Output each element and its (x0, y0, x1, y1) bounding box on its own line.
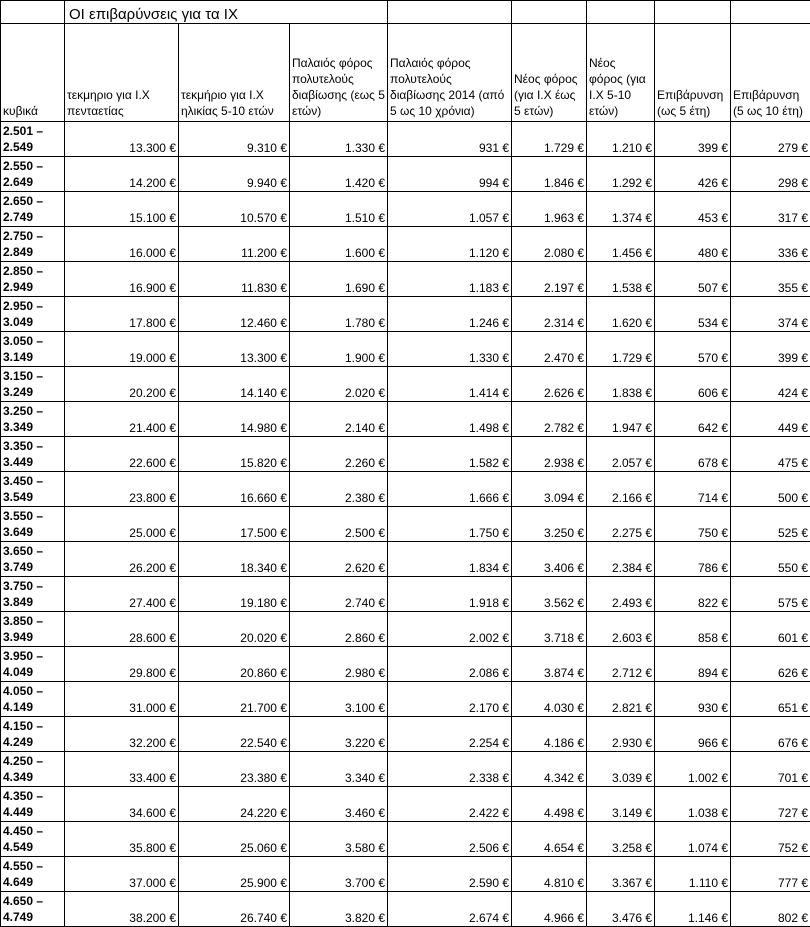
presumption-5y-cell: 20.200 € (65, 367, 179, 402)
new-tax-5y-cell: 1.963 € (512, 192, 587, 227)
presumption-5-10y-cell: 11.830 € (179, 262, 290, 297)
presumption-5y-cell: 19.000 € (65, 332, 179, 367)
burden-5y-cell: 678 € (655, 437, 731, 472)
burden-5-10y-cell: 424 € (731, 367, 810, 402)
new-tax-5-10y-cell: 1.838 € (587, 367, 655, 402)
presumption-5y-cell: 27.400 € (65, 577, 179, 612)
new-tax-5-10y-cell: 1.210 € (587, 122, 655, 157)
burden-5-10y-cell: 727 € (731, 787, 810, 822)
old-tax-5y-cell: 3.820 € (290, 892, 388, 927)
presumption-5-10y-cell: 14.980 € (179, 402, 290, 437)
presumption-5y-cell: 34.600 € (65, 787, 179, 822)
presumption-5-10y-cell: 9.940 € (179, 157, 290, 192)
new-tax-5-10y-cell: 2.493 € (587, 577, 655, 612)
presumption-5y-cell: 29.800 € (65, 647, 179, 682)
cubic-capacity-cell: 4.650 – 4.749 (1, 892, 65, 927)
old-tax-2014-cell: 2.590 € (388, 857, 512, 892)
old-tax-2014-cell: 2.422 € (388, 787, 512, 822)
new-tax-5-10y-cell: 2.275 € (587, 507, 655, 542)
table-row (1, 122, 810, 157)
new-tax-5y-cell: 2.197 € (512, 262, 587, 297)
new-tax-5y-cell: 2.938 € (512, 437, 587, 472)
old-tax-5y-cell: 3.580 € (290, 822, 388, 857)
old-tax-2014-cell: 1.057 € (388, 192, 512, 227)
cubic-capacity-cell: 2.850 – 2.949 (1, 262, 65, 297)
presumption-5-10y-cell: 16.660 € (179, 472, 290, 507)
old-tax-2014-cell: 1.246 € (388, 297, 512, 332)
table-row (1, 752, 810, 787)
burden-5-10y-cell: 298 € (731, 157, 810, 192)
cubic-capacity-cell: 3.850 – 3.949 (1, 612, 65, 647)
cubic-capacity-cell: 2.501 – 2.549 (1, 122, 65, 157)
new-tax-5-10y-cell: 2.057 € (587, 437, 655, 472)
presumption-5-10y-cell: 17.500 € (179, 507, 290, 542)
burden-5-10y-cell: 317 € (731, 192, 810, 227)
presumption-5y-cell: 37.000 € (65, 857, 179, 892)
burden-5y-cell: 399 € (655, 122, 731, 157)
new-tax-5-10y-cell: 3.149 € (587, 787, 655, 822)
old-tax-2014-cell: 2.506 € (388, 822, 512, 857)
header-old-luxury-tax-2014: Παλαιός φόρος πολυτελούς διαβίωσης 2014 (από 5 ως 10 χρόνια) (388, 24, 512, 122)
presumption-5-10y-cell: 23.380 € (179, 752, 290, 787)
old-tax-5y-cell: 3.700 € (290, 857, 388, 892)
new-tax-5-10y-cell: 2.930 € (587, 717, 655, 752)
cubic-capacity-cell: 3.150 – 3.249 (1, 367, 65, 402)
cubic-capacity-cell: 3.650 – 3.749 (1, 542, 65, 577)
empty-cell (731, 1, 810, 24)
presumption-5-10y-cell: 25.900 € (179, 857, 290, 892)
new-tax-5y-cell: 2.080 € (512, 227, 587, 262)
header-burden-5-10y: Επιβάρυνση (5 ως 10 έτη) (731, 24, 810, 122)
old-tax-5y-cell: 2.980 € (290, 647, 388, 682)
header-cubic-capacity: κυβικά (1, 24, 65, 122)
presumption-5y-cell: 14.200 € (65, 157, 179, 192)
cubic-capacity-cell: 2.750 – 2.849 (1, 227, 65, 262)
presumption-5-10y-cell: 20.020 € (179, 612, 290, 647)
new-tax-5y-cell: 3.874 € (512, 647, 587, 682)
old-tax-2014-cell: 994 € (388, 157, 512, 192)
new-tax-5y-cell: 4.030 € (512, 682, 587, 717)
old-tax-5y-cell: 1.600 € (290, 227, 388, 262)
burden-5y-cell: 786 € (655, 542, 731, 577)
table-row (1, 297, 810, 332)
old-tax-5y-cell: 1.420 € (290, 157, 388, 192)
cubic-capacity-cell: 2.550 – 2.649 (1, 157, 65, 192)
presumption-5-10y-cell: 9.310 € (179, 122, 290, 157)
burden-5-10y-cell: 525 € (731, 507, 810, 542)
new-tax-5-10y-cell: 1.729 € (587, 332, 655, 367)
table-row (1, 612, 810, 647)
new-tax-5-10y-cell: 1.538 € (587, 262, 655, 297)
table-row (1, 892, 810, 927)
burden-5-10y-cell: 355 € (731, 262, 810, 297)
old-tax-5y-cell: 2.740 € (290, 577, 388, 612)
burden-5-10y-cell: 601 € (731, 612, 810, 647)
old-tax-5y-cell: 1.780 € (290, 297, 388, 332)
burden-5-10y-cell: 475 € (731, 437, 810, 472)
presumption-5y-cell: 35.800 € (65, 822, 179, 857)
presumption-5y-cell: 16.000 € (65, 227, 179, 262)
cubic-capacity-cell: 3.450 – 3.549 (1, 472, 65, 507)
new-tax-5y-cell: 1.729 € (512, 122, 587, 157)
cubic-capacity-cell: 3.550 – 3.649 (1, 507, 65, 542)
old-tax-2014-cell: 2.002 € (388, 612, 512, 647)
burden-5-10y-cell: 777 € (731, 857, 810, 892)
table-row (1, 717, 810, 752)
old-tax-5y-cell: 1.690 € (290, 262, 388, 297)
burden-5y-cell: 930 € (655, 682, 731, 717)
new-tax-5-10y-cell: 1.374 € (587, 192, 655, 227)
table-row (1, 437, 810, 472)
header-new-tax-5-10y: Νέος φόρος (για Ι.Χ 5-10 ετών) (587, 24, 655, 122)
new-tax-5y-cell: 3.250 € (512, 507, 587, 542)
burden-5y-cell: 1.146 € (655, 892, 731, 927)
old-tax-5y-cell: 2.500 € (290, 507, 388, 542)
presumption-5y-cell: 13.300 € (65, 122, 179, 157)
old-tax-2014-cell: 1.414 € (388, 367, 512, 402)
presumption-5y-cell: 16.900 € (65, 262, 179, 297)
burden-5-10y-cell: 374 € (731, 297, 810, 332)
new-tax-5y-cell: 1.846 € (512, 157, 587, 192)
burden-5-10y-cell: 676 € (731, 717, 810, 752)
old-tax-2014-cell: 2.338 € (388, 752, 512, 787)
cubic-capacity-cell: 2.950 – 3.049 (1, 297, 65, 332)
presumption-5y-cell: 31.000 € (65, 682, 179, 717)
header-row (1, 24, 810, 122)
presumption-5y-cell: 26.200 € (65, 542, 179, 577)
table-title: ΟΙ επιβαρύνσεις για τα ΙΧ (65, 1, 388, 24)
old-tax-2014-cell: 2.170 € (388, 682, 512, 717)
new-tax-5y-cell: 4.498 € (512, 787, 587, 822)
presumption-5-10y-cell: 13.300 € (179, 332, 290, 367)
burden-5y-cell: 606 € (655, 367, 731, 402)
table-row (1, 787, 810, 822)
old-tax-5y-cell: 1.510 € (290, 192, 388, 227)
new-tax-5y-cell: 2.314 € (512, 297, 587, 332)
old-tax-2014-cell: 1.918 € (388, 577, 512, 612)
presumption-5-10y-cell: 21.700 € (179, 682, 290, 717)
cubic-capacity-cell: 3.250 – 3.349 (1, 402, 65, 437)
header-presumption-5-10y: τεκμήριο για Ι.Χ ηλικίας 5-10 ετών (179, 24, 290, 122)
old-tax-5y-cell: 2.260 € (290, 437, 388, 472)
old-tax-5y-cell: 3.220 € (290, 717, 388, 752)
old-tax-2014-cell: 1.183 € (388, 262, 512, 297)
header-old-luxury-tax-5y: Παλαιός φόρος πολυτελούς διαβίωσης (εως 5 ετών) (290, 24, 388, 122)
header-burden-5y: Επιβάρυνση (ως 5 έτη) (655, 24, 731, 122)
burden-5y-cell: 426 € (655, 157, 731, 192)
table-row (1, 262, 810, 297)
burden-5y-cell: 480 € (655, 227, 731, 262)
presumption-5-10y-cell: 12.460 € (179, 297, 290, 332)
burden-5y-cell: 534 € (655, 297, 731, 332)
new-tax-5-10y-cell: 3.367 € (587, 857, 655, 892)
burden-5-10y-cell: 651 € (731, 682, 810, 717)
cubic-capacity-cell: 4.250 – 4.349 (1, 752, 65, 787)
burden-5y-cell: 1.038 € (655, 787, 731, 822)
presumption-5-10y-cell: 24.220 € (179, 787, 290, 822)
cubic-capacity-cell: 3.950 – 4.049 (1, 647, 65, 682)
new-tax-5-10y-cell: 1.292 € (587, 157, 655, 192)
burden-5y-cell: 714 € (655, 472, 731, 507)
burden-5y-cell: 750 € (655, 507, 731, 542)
old-tax-5y-cell: 1.330 € (290, 122, 388, 157)
old-tax-2014-cell: 1.498 € (388, 402, 512, 437)
presumption-5y-cell: 21.400 € (65, 402, 179, 437)
new-tax-5y-cell: 3.718 € (512, 612, 587, 647)
old-tax-2014-cell: 1.750 € (388, 507, 512, 542)
table-row (1, 402, 810, 437)
cubic-capacity-cell: 4.450 – 4.549 (1, 822, 65, 857)
new-tax-5y-cell: 2.470 € (512, 332, 587, 367)
burden-5-10y-cell: 575 € (731, 577, 810, 612)
cubic-capacity-cell: 3.050 – 3.149 (1, 332, 65, 367)
burden-5y-cell: 453 € (655, 192, 731, 227)
presumption-5y-cell: 38.200 € (65, 892, 179, 927)
empty-cell (512, 1, 587, 24)
old-tax-5y-cell: 3.460 € (290, 787, 388, 822)
burden-5y-cell: 1.074 € (655, 822, 731, 857)
table-row (1, 157, 810, 192)
old-tax-2014-cell: 2.254 € (388, 717, 512, 752)
table-row (1, 472, 810, 507)
new-tax-5y-cell: 3.094 € (512, 472, 587, 507)
burden-5y-cell: 894 € (655, 647, 731, 682)
new-tax-5-10y-cell: 2.821 € (587, 682, 655, 717)
presumption-5-10y-cell: 18.340 € (179, 542, 290, 577)
presumption-5-10y-cell: 22.540 € (179, 717, 290, 752)
old-tax-5y-cell: 2.380 € (290, 472, 388, 507)
title-row (1, 1, 810, 24)
new-tax-5-10y-cell: 3.039 € (587, 752, 655, 787)
table-row (1, 647, 810, 682)
burden-5y-cell: 966 € (655, 717, 731, 752)
burden-5-10y-cell: 626 € (731, 647, 810, 682)
old-tax-5y-cell: 2.020 € (290, 367, 388, 402)
old-tax-2014-cell: 2.674 € (388, 892, 512, 927)
table-row (1, 227, 810, 262)
new-tax-5y-cell: 4.966 € (512, 892, 587, 927)
burden-5y-cell: 858 € (655, 612, 731, 647)
old-tax-2014-cell: 2.086 € (388, 647, 512, 682)
burden-5-10y-cell: 279 € (731, 122, 810, 157)
cubic-capacity-cell: 3.350 – 3.449 (1, 437, 65, 472)
presumption-5y-cell: 22.600 € (65, 437, 179, 472)
presumption-5-10y-cell: 20.860 € (179, 647, 290, 682)
burden-5-10y-cell: 752 € (731, 822, 810, 857)
new-tax-5y-cell: 4.186 € (512, 717, 587, 752)
new-tax-5-10y-cell: 2.166 € (587, 472, 655, 507)
cubic-capacity-cell: 4.050 – 4.149 (1, 682, 65, 717)
burden-5-10y-cell: 550 € (731, 542, 810, 577)
burden-5y-cell: 1.110 € (655, 857, 731, 892)
old-tax-5y-cell: 3.340 € (290, 752, 388, 787)
presumption-5-10y-cell: 14.140 € (179, 367, 290, 402)
new-tax-5y-cell: 4.654 € (512, 822, 587, 857)
old-tax-2014-cell: 1.330 € (388, 332, 512, 367)
new-tax-5-10y-cell: 3.476 € (587, 892, 655, 927)
presumption-5y-cell: 28.600 € (65, 612, 179, 647)
new-tax-5y-cell: 3.562 € (512, 577, 587, 612)
old-tax-5y-cell: 1.900 € (290, 332, 388, 367)
old-tax-5y-cell: 3.100 € (290, 682, 388, 717)
new-tax-5y-cell: 2.626 € (512, 367, 587, 402)
cubic-capacity-cell: 3.750 – 3.849 (1, 577, 65, 612)
table-row (1, 507, 810, 542)
burden-5y-cell: 822 € (655, 577, 731, 612)
table-row (1, 682, 810, 717)
presumption-5-10y-cell: 15.820 € (179, 437, 290, 472)
presumption-5y-cell: 23.800 € (65, 472, 179, 507)
header-presumption-5y: τεκμηριο για Ι.Χ πενταετίας (65, 24, 179, 122)
presumption-5-10y-cell: 25.060 € (179, 822, 290, 857)
table-row (1, 577, 810, 612)
new-tax-5y-cell: 2.782 € (512, 402, 587, 437)
cubic-capacity-cell: 4.550 – 4.649 (1, 857, 65, 892)
presumption-5y-cell: 25.000 € (65, 507, 179, 542)
old-tax-2014-cell: 1.666 € (388, 472, 512, 507)
new-tax-5-10y-cell: 2.712 € (587, 647, 655, 682)
burden-5-10y-cell: 500 € (731, 472, 810, 507)
new-tax-5y-cell: 4.810 € (512, 857, 587, 892)
presumption-5y-cell: 33.400 € (65, 752, 179, 787)
header-new-tax-5y: Νέος φόρος (για Ι.Χ έως 5 ετών) (512, 24, 587, 122)
cubic-capacity-cell: 4.150 – 4.249 (1, 717, 65, 752)
presumption-5-10y-cell: 11.200 € (179, 227, 290, 262)
new-tax-5-10y-cell: 1.620 € (587, 297, 655, 332)
burden-5-10y-cell: 701 € (731, 752, 810, 787)
presumption-5-10y-cell: 19.180 € (179, 577, 290, 612)
new-tax-5-10y-cell: 2.603 € (587, 612, 655, 647)
old-tax-5y-cell: 2.140 € (290, 402, 388, 437)
burden-5-10y-cell: 399 € (731, 332, 810, 367)
empty-cell (1, 1, 65, 24)
old-tax-2014-cell: 931 € (388, 122, 512, 157)
table-row (1, 857, 810, 892)
table-row (1, 192, 810, 227)
old-tax-5y-cell: 2.620 € (290, 542, 388, 577)
empty-cell (587, 1, 655, 24)
new-tax-5y-cell: 4.342 € (512, 752, 587, 787)
burden-5y-cell: 507 € (655, 262, 731, 297)
presumption-5y-cell: 17.800 € (65, 297, 179, 332)
presumption-5y-cell: 15.100 € (65, 192, 179, 227)
empty-cell (655, 1, 731, 24)
presumption-5-10y-cell: 26.740 € (179, 892, 290, 927)
burden-5y-cell: 642 € (655, 402, 731, 437)
cubic-capacity-cell: 2.650 – 2.749 (1, 192, 65, 227)
new-tax-5-10y-cell: 2.384 € (587, 542, 655, 577)
burden-5-10y-cell: 336 € (731, 227, 810, 262)
old-tax-2014-cell: 1.120 € (388, 227, 512, 262)
table-row (1, 822, 810, 857)
empty-cell (388, 1, 512, 24)
presumption-5-10y-cell: 10.570 € (179, 192, 290, 227)
table-row (1, 367, 810, 402)
cubic-capacity-cell: 4.350 – 4.449 (1, 787, 65, 822)
table-row (1, 542, 810, 577)
burden-5-10y-cell: 802 € (731, 892, 810, 927)
new-tax-5-10y-cell: 1.947 € (587, 402, 655, 437)
table-row (1, 332, 810, 367)
new-tax-5y-cell: 3.406 € (512, 542, 587, 577)
old-tax-5y-cell: 2.860 € (290, 612, 388, 647)
burden-5y-cell: 570 € (655, 332, 731, 367)
burden-5-10y-cell: 449 € (731, 402, 810, 437)
old-tax-2014-cell: 1.582 € (388, 437, 512, 472)
old-tax-2014-cell: 1.834 € (388, 542, 512, 577)
new-tax-5-10y-cell: 3.258 € (587, 822, 655, 857)
presumption-5y-cell: 32.200 € (65, 717, 179, 752)
new-tax-5-10y-cell: 1.456 € (587, 227, 655, 262)
burden-5y-cell: 1.002 € (655, 752, 731, 787)
